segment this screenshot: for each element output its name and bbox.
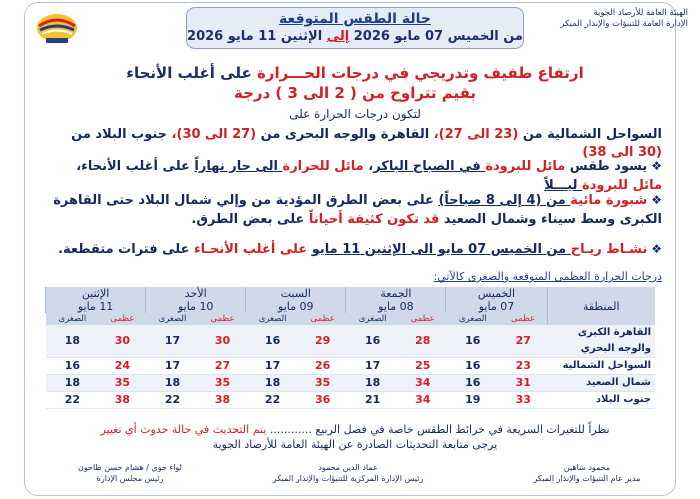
region-name: جنوب البلاد xyxy=(547,392,655,409)
max-label: عظمى xyxy=(400,313,446,325)
temps-intro: لتكون درجات الحرارة على xyxy=(289,107,421,121)
day-name: السبت xyxy=(280,287,311,300)
bullet-segment: في الصباح الباكر xyxy=(373,159,486,174)
max-temp: 35 xyxy=(99,375,145,392)
signature-1 xyxy=(512,462,662,484)
day-date: 07 مايو xyxy=(478,300,515,313)
max-temp: 33 xyxy=(500,392,547,409)
table-header-row xyxy=(46,287,656,313)
signature-name: محمود شاهين xyxy=(563,463,611,472)
signature-3 xyxy=(60,462,200,484)
min-temp: 16 xyxy=(246,325,300,358)
org-department: الإدارة العامة للتنبؤات والإنذار المبكر xyxy=(560,19,688,29)
table-row xyxy=(46,392,656,409)
min-label: الصغرى xyxy=(246,313,300,325)
temps-cairo-range: (27 الى 30)، xyxy=(171,127,257,142)
min-label: الصغرى xyxy=(446,313,500,325)
max-temp: 36 xyxy=(299,392,345,409)
min-temp: 16 xyxy=(346,325,400,358)
bullet-segment: من (4 إلى 8 صباحاً) xyxy=(438,193,571,208)
bullet-segment: ، xyxy=(363,159,374,174)
day-header xyxy=(146,287,246,313)
temps-coast-range: (23 الى 27)، xyxy=(433,127,519,142)
max-temp: 31 xyxy=(500,375,547,392)
table-caption: درجات الحرارة العظمى المتوقعة والصغرى كالآتي: xyxy=(433,270,662,283)
update-note-b: يتم التحديث في حالة حدوث أي تغيير xyxy=(100,423,267,436)
table-row xyxy=(46,375,656,392)
signature-role: رئيس الإدارة المركزية للتنبؤات والإنذار المبكر xyxy=(272,474,424,483)
max-temp: 38 xyxy=(99,392,145,409)
signature-role: مدير عام التنبؤات والإنذار المبكر xyxy=(533,474,641,483)
org-name: الهيئة العامة للأرصاد الجوية xyxy=(593,8,688,18)
signature-role: رئيس مجلس الإدارة xyxy=(96,474,164,483)
bullet-text xyxy=(53,193,662,227)
diamond-bullet-icon: ❖ xyxy=(651,159,662,173)
day-header xyxy=(346,287,446,313)
update-note-a: نظراً للتغيرات السريعة في خرائط الطقس خاصة في فصل الربيع ............ xyxy=(269,423,610,436)
min-label: الصغرى xyxy=(46,313,100,325)
max-label: عظمى xyxy=(99,313,145,325)
temps-coast-label: السواحل الشمالية من xyxy=(522,127,662,142)
page-title: حالة الطقس المتوقعة xyxy=(279,11,431,27)
bullet-segment: ليـــلاً xyxy=(544,178,583,193)
bullet-segment: من الخميس 07 مايو الى الإثنين 11 مايو xyxy=(311,242,571,257)
bullet-segment: على بعض الطرق. xyxy=(191,212,309,227)
min-temp: 22 xyxy=(146,392,200,409)
meteorology-logo-icon xyxy=(34,10,80,50)
max-temp: 26 xyxy=(299,358,345,375)
min-temp: 22 xyxy=(246,392,300,409)
table-row xyxy=(46,325,656,358)
min-temp: 21 xyxy=(346,392,400,409)
min-temp: 17 xyxy=(346,358,400,375)
bullet-segment: على فترات متقطعة. xyxy=(58,242,194,257)
update-note xyxy=(60,423,650,437)
day-name: الجمعة xyxy=(380,287,412,300)
temps-south-range: (30 الى 38) xyxy=(582,145,662,160)
bullet-segment: على أغلب الأنحـاء xyxy=(194,242,312,257)
signature-name: عماد الدين محمود xyxy=(318,463,378,472)
max-temp: 30 xyxy=(199,325,245,358)
forecast-period xyxy=(187,28,523,46)
min-temp: 16 xyxy=(446,375,500,392)
max-temp: 25 xyxy=(400,358,446,375)
date-connector: إلى xyxy=(326,29,350,44)
min-temp: 22 xyxy=(46,392,100,409)
bullet-text xyxy=(58,242,647,257)
min-temp: 16 xyxy=(446,325,500,358)
day-name: الأحد xyxy=(184,287,207,300)
day-date: 09 مايو xyxy=(278,300,314,313)
min-temp: 18 xyxy=(46,325,100,358)
max-temp: 38 xyxy=(199,392,245,409)
signature-name: لواء جوي / هشام حسن طاحون xyxy=(78,463,182,472)
max-temp: 29 xyxy=(299,325,345,358)
table-body xyxy=(46,325,656,409)
max-temp: 28 xyxy=(400,325,446,358)
bullet-segment: شبورة مائية xyxy=(570,193,648,208)
date-to: الإثنين 11 مايو 2026 xyxy=(187,29,323,44)
diamond-bullet-icon: ❖ xyxy=(651,193,662,207)
signature-2 xyxy=(258,462,438,484)
temperature-table xyxy=(45,287,655,409)
day-date: 10 مايو xyxy=(177,300,214,313)
max-label: عظمى xyxy=(299,313,345,325)
day-name: الخميس xyxy=(477,287,516,300)
day-date: 08 مايو xyxy=(378,300,414,313)
max-temp: 23 xyxy=(500,358,547,375)
min-temp: 18 xyxy=(146,375,200,392)
temps-cairo-label: القاهرة والوجه البحرى من xyxy=(260,127,430,142)
bullet-segment: الى حار نهاراً xyxy=(194,159,283,174)
min-temp: 18 xyxy=(246,375,300,392)
bullet-segment: مائل للحرارة xyxy=(282,159,364,174)
day-header xyxy=(446,287,547,313)
min-temp: 19 xyxy=(446,392,500,409)
bullet-weather xyxy=(52,157,662,195)
region-name: السواحل الشمالية xyxy=(547,358,655,375)
max-temp: 24 xyxy=(99,358,145,375)
title-box xyxy=(186,7,524,49)
min-temp: 16 xyxy=(446,358,500,375)
day-name: الإثنين xyxy=(81,287,110,300)
max-temp: 35 xyxy=(299,375,345,392)
day-date: 11 مايو xyxy=(77,300,114,313)
day-header xyxy=(46,287,146,313)
date-from: من الخميس 07 مايو 2026 xyxy=(353,29,523,44)
min-temp: 18 xyxy=(46,375,100,392)
bullet-fog xyxy=(52,191,662,229)
max-label: عظمى xyxy=(500,313,547,325)
headline xyxy=(60,63,650,103)
organization-header xyxy=(538,8,688,30)
max-temp: 34 xyxy=(400,375,446,392)
bullet-text xyxy=(76,159,662,193)
bullet-segment: نشـاط ريـاح xyxy=(570,242,648,257)
min-label: الصغرى xyxy=(346,313,400,325)
max-temp: 27 xyxy=(199,358,245,375)
headline-rest: على أغلب الأنحاء xyxy=(126,64,252,82)
bullet-segment: على أغلب الأنحاء، xyxy=(76,159,195,174)
follow-note: يرجى متابعة التحديثات الصادرة عن الهيئة العامة للأرصاد الجوية xyxy=(212,438,498,451)
bullet-segment: قد تكون كثيفة أحياناً xyxy=(308,212,440,227)
min-temp: 16 xyxy=(46,358,100,375)
headline-highlight: ارتفاع طفيف وتدريجي في درجات الحـــرارة xyxy=(256,64,584,82)
region-name: شمال الصعيد xyxy=(547,375,655,392)
day-header xyxy=(246,287,346,313)
bullet-segment: مائل للبرودة xyxy=(485,159,566,174)
max-label: عظمى xyxy=(199,313,245,325)
bullet-segment: يسود طقس xyxy=(565,159,648,174)
min-label: الصغرى xyxy=(146,313,200,325)
region-name: القاهرة الكبرى والوجه البحري xyxy=(547,325,655,358)
headline-range: بقيم تتراوح من ( 2 الى 3 ) درجة xyxy=(233,84,477,102)
bullet-wind xyxy=(52,240,662,259)
min-temp: 18 xyxy=(346,375,400,392)
min-temp: 17 xyxy=(246,358,300,375)
bullet-segment: مائل للبرودة xyxy=(582,178,662,193)
table-row xyxy=(46,358,656,375)
max-temp: 27 xyxy=(500,325,547,358)
max-temp: 35 xyxy=(199,375,245,392)
max-temp: 30 xyxy=(99,325,145,358)
temps-south-label: جنوب البلاد من xyxy=(71,127,168,142)
region-header: المنطقة xyxy=(547,287,655,325)
diamond-bullet-icon: ❖ xyxy=(651,242,662,256)
max-temp: 34 xyxy=(400,392,446,409)
bullet-segment: على بعض الطرق المؤدية من وإلي شمال البلاد حتى القاهرة الكبرى وسط سيناء وشمال الصعيد xyxy=(53,193,662,227)
min-temp: 17 xyxy=(146,325,200,358)
min-temp: 17 xyxy=(146,358,200,375)
